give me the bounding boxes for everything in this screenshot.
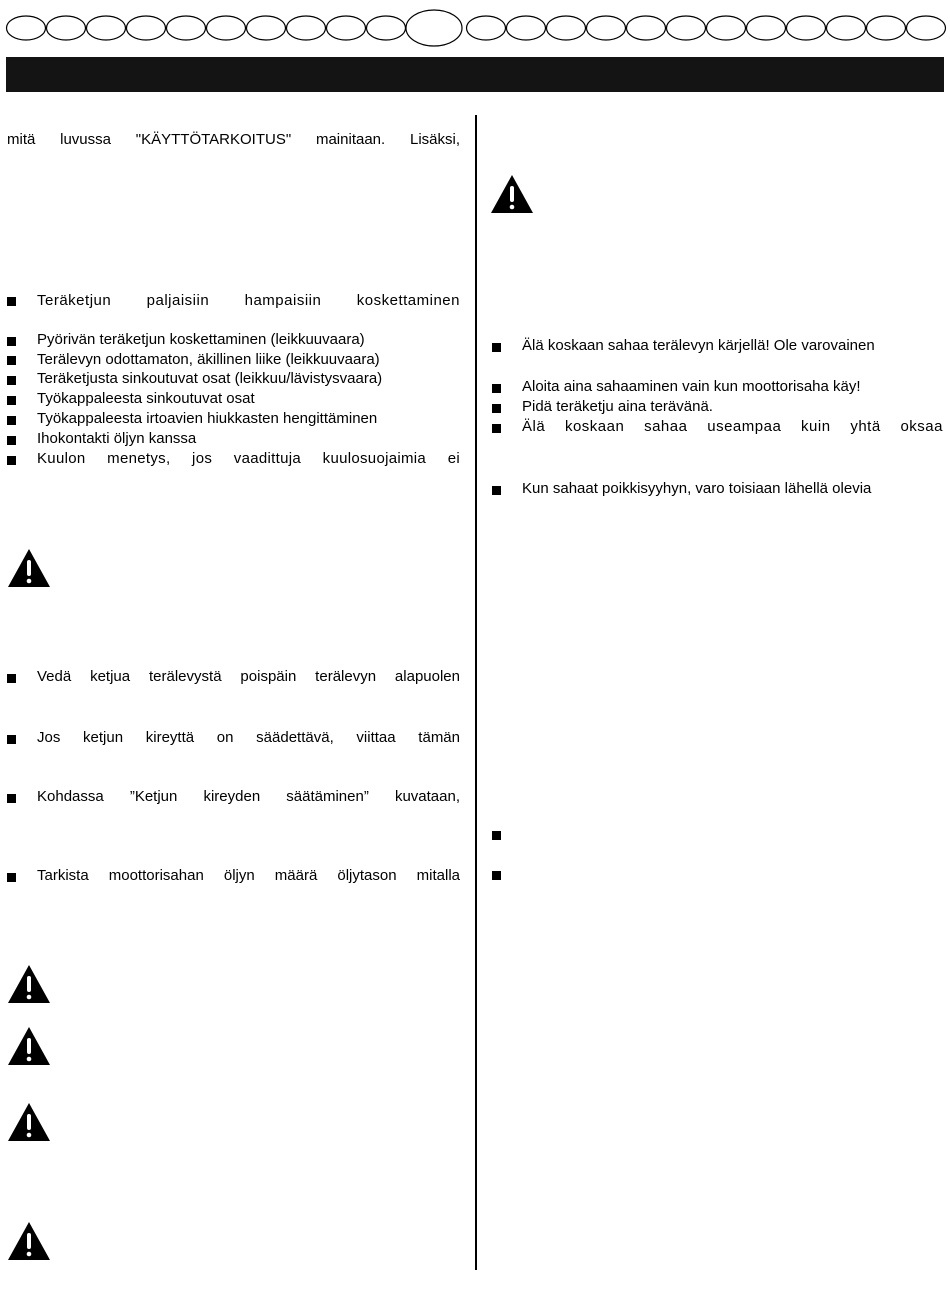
- list-item: Vedä ketjua terälevystä poispäin terälevyn alapuolen: [37, 668, 460, 685]
- language-oval: [547, 16, 586, 40]
- list-item: Älä koskaan sahaa terälevyn kärjellä! Ole varovainen: [522, 337, 875, 354]
- square-bullet-icon: [7, 396, 16, 405]
- square-bullet-icon: [7, 674, 16, 683]
- square-bullet-icon: [492, 831, 501, 840]
- square-bullet-icon: [7, 376, 16, 385]
- column-divider: [475, 115, 477, 1270]
- warning-triangle-icon: [7, 1221, 51, 1261]
- warning-triangle-icon: [7, 964, 51, 1004]
- list-item: Ihokontakti öljyn kanssa: [37, 430, 197, 447]
- list-item: Kuulon menetys, jos vaadittuja kuulosuojaimia ei: [37, 450, 460, 467]
- language-oval: [247, 16, 286, 40]
- warning-triangle-icon: [7, 1102, 51, 1142]
- language-oval: [467, 16, 506, 40]
- list-item: Kohdassa ”Ketjun kireyden säätäminen” kuvataan,: [37, 788, 460, 805]
- risk-lead: Teräketjun paljaisiin hampaisiin koskettaminen: [37, 292, 460, 309]
- list-item: Älä koskaan sahaa useampaa kuin yhtä oksaa: [522, 418, 943, 435]
- language-oval: [827, 16, 866, 40]
- list-item: Aloita aina sahaaminen vain kun moottorisaha käy!: [522, 378, 861, 395]
- language-oval: [627, 16, 666, 40]
- square-bullet-icon: [7, 873, 16, 882]
- square-bullet-icon: [492, 384, 501, 393]
- language-oval: [287, 16, 326, 40]
- list-item: Terälevyn odottamaton, äkillinen liike (leikkuuvaara): [37, 351, 380, 368]
- square-bullet-icon: [7, 794, 16, 803]
- language-oval: [867, 16, 906, 40]
- square-bullet-icon: [7, 456, 16, 465]
- square-bullet-icon: [7, 337, 16, 346]
- square-bullet-icon: [7, 436, 16, 445]
- language-selector-ovals: [0, 0, 950, 50]
- language-oval: [127, 16, 166, 40]
- square-bullet-icon: [7, 416, 16, 425]
- language-oval: [747, 16, 786, 40]
- language-oval: [787, 16, 826, 40]
- language-oval: [327, 16, 366, 40]
- language-oval: [47, 16, 86, 40]
- language-oval: [507, 16, 546, 40]
- square-bullet-icon: [7, 356, 16, 365]
- list-item: Kun sahaat poikkisyyhyn, varo toisiaan lähellä olevia: [522, 480, 872, 497]
- warning-triangle-icon: [7, 548, 51, 588]
- list-item: Pyörivän teräketjun koskettaminen (leikkuuvaara): [37, 331, 365, 348]
- list-item: Tarkista moottorisahan öljyn määrä öljytason mitalla: [37, 867, 460, 884]
- square-bullet-icon: [7, 297, 16, 306]
- language-oval: [406, 10, 462, 46]
- warning-triangle-icon: [7, 1026, 51, 1066]
- warning-triangle-icon: [490, 174, 534, 214]
- language-oval: [7, 16, 46, 40]
- square-bullet-icon: [492, 424, 501, 433]
- language-oval: [87, 16, 126, 40]
- language-oval: [587, 16, 626, 40]
- language-oval: [707, 16, 746, 40]
- square-bullet-icon: [492, 404, 501, 413]
- intro-text: mitä luvussa "KÄYTTÖTARKOITUS" mainitaan. Lisäksi,: [7, 131, 460, 148]
- list-item: Työkappaleesta irtoavien hiukkasten hengittäminen: [37, 410, 378, 427]
- language-oval: [907, 16, 946, 40]
- header-bar: [6, 57, 944, 92]
- square-bullet-icon: [492, 343, 501, 352]
- list-item: Jos ketjun kireyttä on säädettävä, viittaa tämän: [37, 729, 460, 746]
- list-item: Työkappaleesta sinkoutuvat osat: [37, 390, 255, 407]
- language-oval: [367, 16, 406, 40]
- square-bullet-icon: [7, 735, 16, 744]
- language-oval: [167, 16, 206, 40]
- language-oval: [667, 16, 706, 40]
- list-item: Teräketjusta sinkoutuvat osat (leikkuu/lävistysvaara): [37, 370, 383, 387]
- square-bullet-icon: [492, 486, 501, 495]
- language-oval: [207, 16, 246, 40]
- list-item: Pidä teräketju aina terävänä.: [522, 398, 713, 415]
- square-bullet-icon: [492, 871, 501, 880]
